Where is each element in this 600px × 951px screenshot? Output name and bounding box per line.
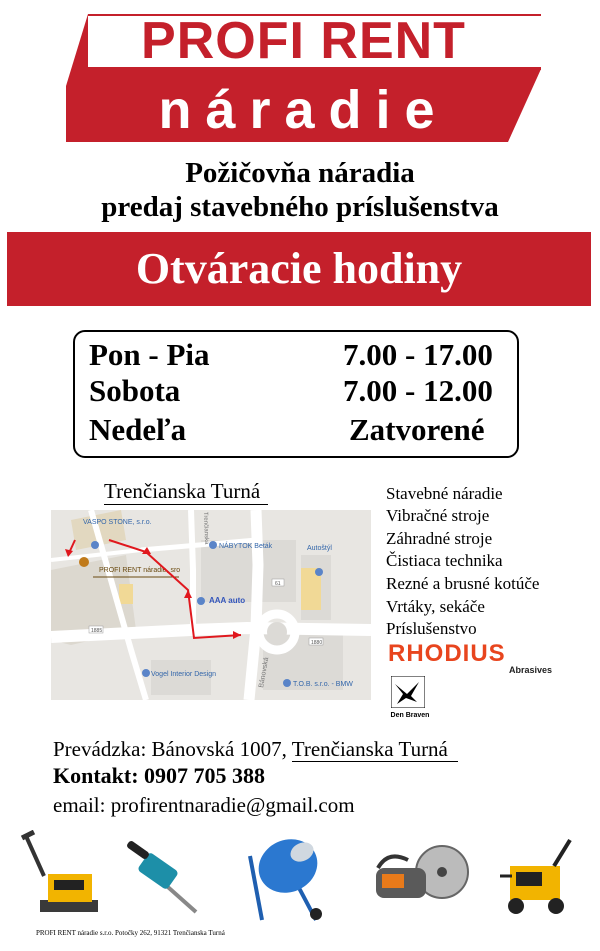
map-label-nabytok: NÁBYTOK Beták [219, 543, 273, 550]
service-item: Čistiaca technika [386, 551, 503, 570]
opening-hours-table [73, 330, 519, 458]
rhodius-subtitle: Abrasives [508, 665, 552, 675]
map-pin-icon [142, 669, 150, 677]
service-item: Rezné a brusné kotúče [386, 574, 540, 593]
contact-phone[interactable]: Kontakt: 0907 705 388 [53, 763, 266, 788]
logo-line2: náradie [158, 80, 449, 140]
profi-rent-logo [66, 14, 541, 144]
map-destination-pin-icon [79, 557, 89, 567]
concrete-mixer-image [236, 826, 334, 924]
bird-icon [391, 676, 425, 708]
map-label-road-61: 61 [275, 581, 281, 587]
map-label-vogel: Vogel Interior Design [151, 671, 216, 678]
hours-day-weekdays: Pon - Pia [89, 337, 210, 372]
subtitle-line2: predaj stavebného príslušenstva [101, 191, 499, 223]
address-street: Prevádzka: Bánovská 1007, [53, 737, 292, 761]
map-pin-icon [209, 541, 217, 549]
demolition-hammer-image [120, 840, 212, 922]
service-item: Stavebné náradie [386, 484, 503, 503]
service-item: Vibračné stroje [386, 506, 490, 525]
hours-time-sunday: Zatvorené [349, 412, 485, 447]
map-label-tob: T.O.B. s.r.o. - BMW [293, 681, 353, 688]
map-label-vaspo: VASPO STONE, s.r.o. [83, 519, 152, 526]
service-item: Príslušenstvo [386, 619, 477, 638]
map-pin-icon [283, 679, 291, 687]
location-map[interactable] [51, 510, 371, 700]
logo-line1: PROFI RENT [141, 12, 466, 70]
map-label-road-1880: 1880 [311, 640, 323, 646]
address-city: Trenčianska Turná [292, 737, 458, 762]
contact-email[interactable]: email: profirentnaradie@gmail.com [53, 793, 355, 817]
map-label-trencianska: Trenčianska [202, 511, 210, 545]
plate-compactor-image [14, 830, 106, 922]
contact-address [53, 736, 458, 762]
hours-day-sunday: Nedeľa [89, 412, 187, 447]
hours-time-weekdays: 7.00 - 17.00 [343, 337, 493, 372]
hours-day-saturday: Sobota [89, 373, 181, 408]
map-pin-icon [315, 568, 323, 576]
opening-hours-banner: Otváracie hodiny [7, 232, 591, 306]
map-pin-icon [91, 541, 99, 549]
map-label-profi: PROFI RENT náradie, sro [99, 567, 181, 574]
location-title: Trenčianska Turná [104, 478, 268, 505]
rhodius-wordmark: RHODIUS [388, 640, 506, 667]
hours-time-saturday: 7.00 - 12.00 [343, 373, 493, 408]
service-item: Záhradné stroje [386, 529, 493, 548]
footer-company-info: PROFI RENT náradie s.r.o. Potočky 262, 91321 Trenčianska Turná [36, 929, 225, 937]
floor-saw-image [494, 836, 576, 924]
map-label-banovska: Bánovská [258, 656, 271, 689]
subtitle-line1: Požičovňa náradia [185, 157, 415, 189]
den-braven-logo [385, 676, 435, 720]
map-label-road-1885: 1885 [91, 628, 103, 634]
cut-off-saw-image [368, 838, 470, 922]
map-pin-icon [197, 597, 205, 605]
den-braven-wordmark: Den Braven [390, 712, 430, 719]
service-item: Vrtáky, sekáče [386, 597, 485, 616]
rhodius-logo [388, 641, 554, 677]
map-label-aaa: AAA auto [209, 596, 246, 605]
map-label-autostyl: Autoštýl [307, 545, 332, 552]
